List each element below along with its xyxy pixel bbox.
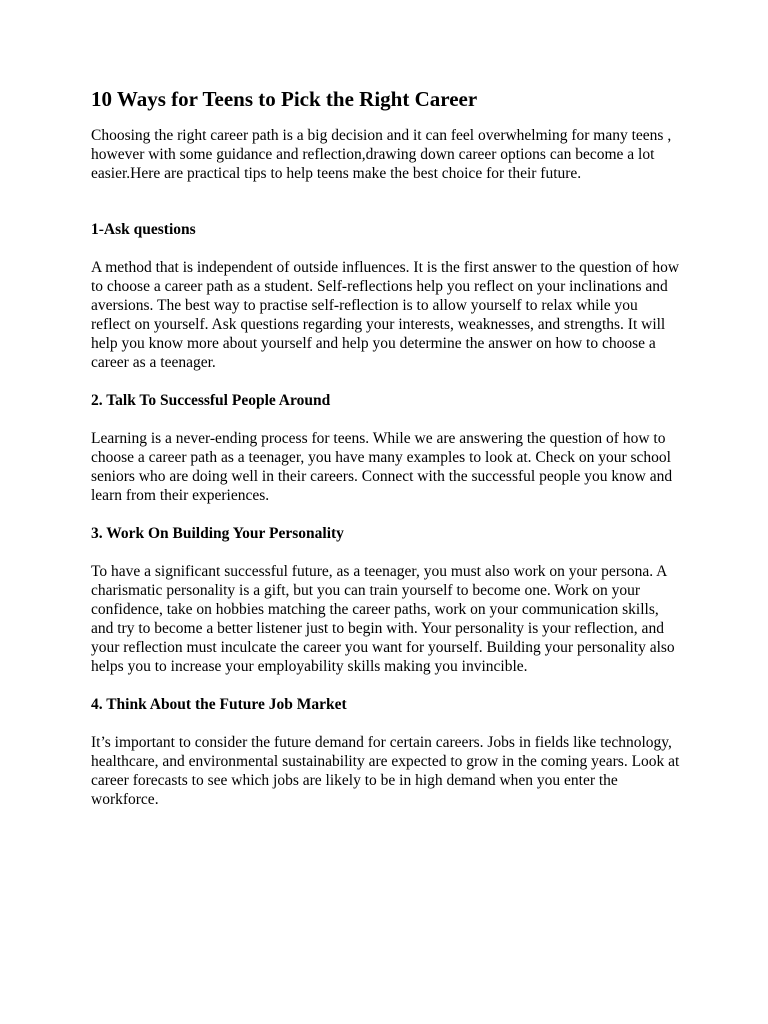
intro-paragraph: Choosing the right career path is a big decision and it can feel overwhelming for many teens , however with some guidance and reflection,drawing down career options can become a lot easier.Here are practical tips to help teens make the best choice for their future.	[91, 127, 672, 182]
section-heading: 1-Ask questions	[91, 221, 196, 238]
section-heading: 3. Work On Building Your Personality	[91, 525, 344, 542]
section-heading: 2. Talk To Successful People Around	[91, 392, 331, 409]
section-building-personality	[91, 524, 681, 676]
section-body: To have a significant successful future, as a teenager, you must also work on your persona. A charismatic personality is a gift, but you can train yourself to become one. Work on your confidence, take on hobbies matching the career paths, work on your communication skills, and try to become a better listener just to begin with. Your personality is your reflection, and your reflection must inculcate the career you want for yourself. Building your personality also helps you to increase your employability skills making you invincible.	[91, 563, 675, 675]
section-ask-questions	[91, 220, 681, 372]
section-body: A method that is independent of outside influences. It is the first answer to the question of how to choose a career path as a student. Self-reflections help you reflect on your inclinations and aversions. The best way to practise self-reflection is to allow yourself to relax while you reflect on yourself. Ask questions regarding your interests, weaknesses, and strengths. It will help you know more about yourself and help you determine the answer on how to choose a career as a teenager.	[91, 259, 680, 371]
section-body: Learning is a never-ending process for teens. While we are answering the question of how to choose a career path as a teenager, you have many examples to look at. Check on your school seniors who are doing well in their careers. Connect with the successful people you know and learn from their experiences.	[91, 430, 673, 504]
section-body: It’s important to consider the future demand for certain careers. Jobs in fields like technology, healthcare, and environmental sustainability are expected to grow in the coming years. Look at career forecasts to see which jobs are likely to be in high demand when you enter the workforce.	[91, 734, 680, 808]
document-content	[91, 86, 681, 809]
section-future-job-market	[91, 695, 681, 809]
document-title: 10 Ways for Teens to Pick the Right Career	[91, 87, 478, 111]
section-talk-to-successful-people	[91, 391, 681, 505]
section-heading: 4. Think About the Future Job Market	[91, 696, 347, 713]
